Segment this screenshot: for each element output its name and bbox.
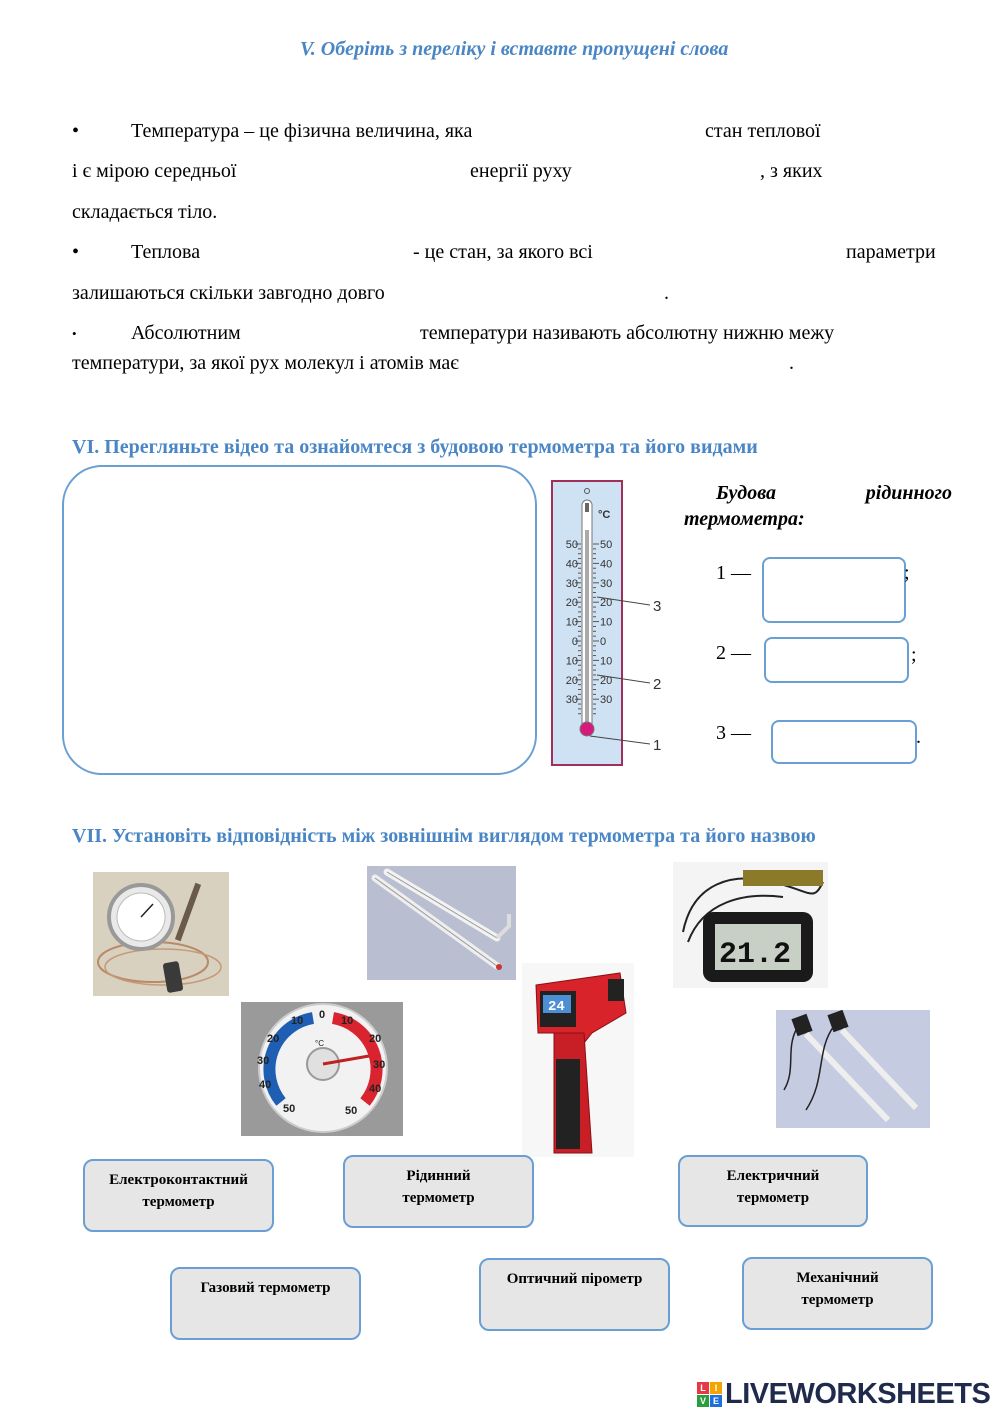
gun-display-value: 24: [548, 999, 565, 1015]
blank-5[interactable]: [648, 239, 838, 268]
label-electrocontact-line2: термометр: [142, 1194, 215, 1210]
thermometer-unit: °C: [598, 509, 611, 521]
label-optical-pyrometer[interactable]: [479, 1258, 670, 1331]
label-liquid-line1: Рідинний: [406, 1168, 471, 1184]
sentence-2-part-a: і є мірою середньої: [72, 160, 237, 182]
label-liquid[interactable]: [343, 1155, 534, 1228]
dial-right-2: 40: [369, 1083, 382, 1095]
scale-left-label: 0: [571, 636, 578, 648]
heading-word-1: Будова: [716, 482, 776, 504]
logo-letter-v: V: [697, 1395, 709, 1407]
section-7-title: VII. Установіть відповідність між зовнішнім виглядом термометра та його назвою: [72, 825, 816, 847]
logo-icon: [697, 1382, 722, 1407]
logo-letter-e: E: [710, 1395, 722, 1407]
optical-pyrometer-photo[interactable]: [522, 963, 634, 1157]
part-2-punct: ;: [911, 644, 917, 666]
label-electric-line2: термометр: [736, 1190, 810, 1206]
sentence-5-part-b: .: [664, 282, 669, 304]
blank-2[interactable]: [272, 158, 462, 187]
label-optical-line1: Оптичний пірометр: [506, 1271, 643, 1287]
electric-digital-thermometer-photo[interactable]: [673, 862, 828, 988]
sentence-5-part-a: залишаються скільки завгодно довго: [72, 282, 385, 304]
scale-left-label: 40: [565, 558, 578, 571]
blank-3[interactable]: [598, 158, 756, 187]
dial-top-2: 10: [341, 1015, 354, 1027]
scale-right-label: 0: [600, 636, 607, 648]
liquid-thermometer-diagram: [550, 480, 670, 770]
liveworksheets-logo: [697, 1377, 995, 1411]
label-electrocontact[interactable]: [83, 1159, 274, 1232]
sentence-6-part-b: температури називають абсолютну нижню межу: [420, 322, 835, 344]
scale-left-label: 20: [565, 597, 578, 610]
part-3-answer-box[interactable]: [771, 720, 917, 764]
scale-left-label: 30: [565, 694, 578, 707]
scale-left-label: 10: [565, 616, 578, 629]
sentence-7-part-a: температури, за якої рух молекул і атомів має: [72, 352, 459, 374]
section-6-title: VI. Перегляньте відео та ознайомтеся з будовою термометра та його видами: [72, 436, 758, 458]
glass-thermometers-illustration: [367, 866, 516, 980]
dial-right-1: 30: [373, 1059, 386, 1071]
callout-3: 3: [653, 598, 662, 615]
part-3-punct: .: [916, 726, 921, 748]
liquid-thermometers-photo[interactable]: [367, 866, 516, 980]
sentence-3: складається тіло.: [72, 201, 218, 223]
part-2-number: 2 —: [716, 642, 751, 664]
scale-right-label: 50: [600, 539, 613, 551]
part-1-number: 1 —: [716, 562, 751, 584]
callout-1: 1: [653, 737, 662, 754]
logo-letter-i: I: [710, 1382, 722, 1394]
sentence-4-part-c: параметри: [846, 241, 936, 263]
structure-heading: [684, 480, 952, 532]
label-mechanical-line2: термометр: [801, 1292, 874, 1308]
blank-6[interactable]: [446, 280, 660, 309]
electrocontact-illustration: [776, 1010, 930, 1128]
scale-right-label: 30: [600, 694, 613, 707]
sentence-4-part-b: - це стан, за якого всі: [413, 241, 593, 263]
sentence-1-part-a: Температура – це фізична величина, яка: [131, 120, 473, 142]
label-liquid-line2: термометр: [402, 1190, 475, 1206]
thermometer-svg: [550, 480, 670, 770]
label-mechanical-line1: Механічний: [796, 1270, 879, 1286]
label-gas-line1: Газовий термометр: [200, 1280, 331, 1296]
dial-unit: °C: [315, 1039, 324, 1048]
sentence-2-part-b: енергії руху: [470, 160, 572, 182]
dial-left-0: 20: [267, 1033, 280, 1045]
part-1-answer-box[interactable]: [762, 557, 906, 623]
gauge-illustration: [93, 872, 229, 996]
dial-left-1: 30: [257, 1055, 270, 1067]
scale-right-label: 10: [600, 616, 613, 629]
blank-1[interactable]: [540, 118, 695, 147]
dial-left-2: 40: [259, 1079, 272, 1091]
bullet-3: •: [72, 326, 77, 341]
dial-right-3: 50: [345, 1105, 358, 1117]
dial-left-3: 50: [283, 1103, 296, 1115]
label-electric[interactable]: [678, 1155, 868, 1227]
sentence-6-part-a: Абсолютним: [131, 322, 241, 344]
digital-thermometer-illustration: [673, 862, 828, 988]
scale-right-label: 20: [600, 674, 613, 687]
logo-letter-l: L: [697, 1382, 709, 1394]
label-electrocontact-line1: Електроконтактний: [109, 1172, 248, 1188]
scale-right-label: 30: [600, 577, 613, 590]
part-2-answer-box[interactable]: [764, 637, 909, 683]
bullet-2: •: [72, 241, 80, 263]
blank-7[interactable]: [268, 320, 413, 349]
electrocontact-thermometers-photo[interactable]: [776, 1010, 930, 1128]
dial-right-0: 20: [369, 1033, 382, 1045]
sentence-2-part-c: , з яких: [760, 160, 823, 182]
scale-right-label: 10: [600, 655, 613, 668]
mechanical-thermometer-photo[interactable]: [241, 1002, 403, 1136]
scale-right-label: 40: [600, 558, 613, 571]
gas-thermometer-photo[interactable]: [93, 872, 229, 996]
heading-word-2: рідинного: [865, 482, 952, 504]
heading-word-3: термометра:: [684, 508, 805, 530]
label-mechanical[interactable]: [742, 1257, 933, 1330]
digital-display-value: 21.2: [719, 938, 792, 972]
label-gas[interactable]: [170, 1267, 361, 1340]
label-electric-line1: Електричний: [726, 1168, 820, 1184]
part-1-punct: ;: [904, 562, 910, 584]
callout-2: 2: [653, 676, 662, 693]
dial-top-1: 0: [319, 1009, 326, 1021]
scale-left-label: 20: [565, 674, 578, 687]
scale-left-label: 30: [565, 577, 578, 590]
blank-8[interactable]: [535, 350, 785, 379]
dial-top-0: 10: [291, 1015, 304, 1027]
pyrometer-gun-illustration: [522, 963, 634, 1157]
scale-left-label: 50: [565, 539, 578, 551]
sentence-4-part-a: Теплова: [131, 241, 201, 263]
logo-wordmark: LIVEWORKSHEETS: [725, 1377, 991, 1410]
section-5-title: V. Оберіть з переліку і вставте пропущені слова: [300, 38, 729, 60]
sentence-1-part-b: стан теплової: [705, 120, 821, 142]
scale-right-label: 20: [600, 597, 613, 610]
dial-thermometer-illustration: [241, 1002, 403, 1136]
scale-left-label: 10: [565, 655, 578, 668]
part-3-number: 3 —: [716, 722, 751, 744]
blank-4[interactable]: [222, 239, 407, 268]
bullet-1: •: [72, 120, 80, 142]
video-placeholder[interactable]: [62, 465, 537, 775]
sentence-7-part-b: .: [789, 352, 794, 374]
